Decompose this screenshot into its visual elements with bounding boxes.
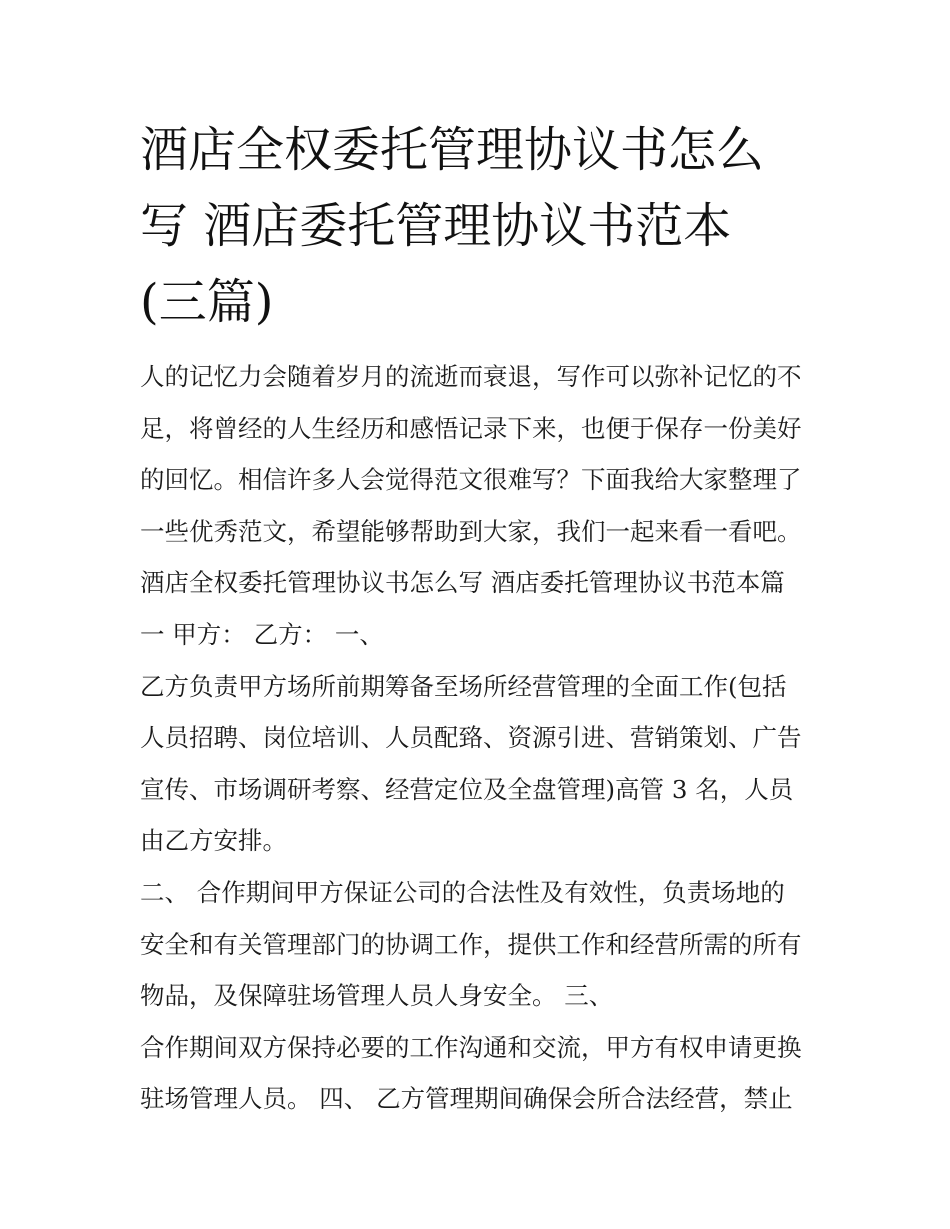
body-line: 驻场管理人员。 四、 乙方管理期间确保会所合法经营，禁止 bbox=[140, 1084, 793, 1114]
document-title bbox=[140, 112, 830, 340]
title-line: (三篇) bbox=[140, 274, 274, 330]
body-line: 足，将曾经的人生经历和感悟记录下来，也便于保存一份美好 bbox=[140, 413, 802, 443]
body-line: 物品，及保障驻场管理人员人身安全。 三、 bbox=[140, 981, 614, 1011]
body-line: 酒店全权委托管理协议书怎么写 酒店委托管理协议书范本篇 bbox=[140, 568, 785, 598]
document-body bbox=[140, 351, 830, 1125]
body-line: 安全和有关管理部门的协调工作，提供工作和经营所需的所有 bbox=[140, 929, 802, 959]
body-line: 乙方负责甲方场所前期筹备至场所经营管理的全面工作(包括 bbox=[140, 671, 787, 701]
body-line: 的回忆。相信许多人会觉得范文很难写？下面我给大家整理了 bbox=[140, 465, 802, 495]
body-line: 一 甲方： 乙方： 一、 bbox=[140, 619, 384, 649]
title-line: 酒店全权委托管理协议书怎么 bbox=[140, 122, 765, 178]
body-line: 一些优秀范文，希望能够帮助到大家，我们一起来看一看吧。 bbox=[140, 516, 802, 546]
title-line: 写 酒店委托管理协议书范本 bbox=[140, 198, 732, 254]
body-line: 合作期间双方保持必要的工作沟通和交流，甲方有权申请更换 bbox=[140, 1032, 802, 1062]
body-line: 宣传、市场调研考察、经营定位及全盘管理)高管 3 名，人员 bbox=[140, 774, 794, 804]
body-line: 由乙方安排。 bbox=[140, 826, 287, 856]
body-line: 人员招聘、岗位培训、人员配臵、资源引进、营销策划、广告 bbox=[140, 723, 802, 753]
body-line: 二、 合作期间甲方保证公司的合法性及有效性，负责场地的 bbox=[140, 877, 785, 907]
body-line: 人的记忆力会随着岁月的流逝而衰退，写作可以弥补记忆的不 bbox=[140, 362, 802, 391]
